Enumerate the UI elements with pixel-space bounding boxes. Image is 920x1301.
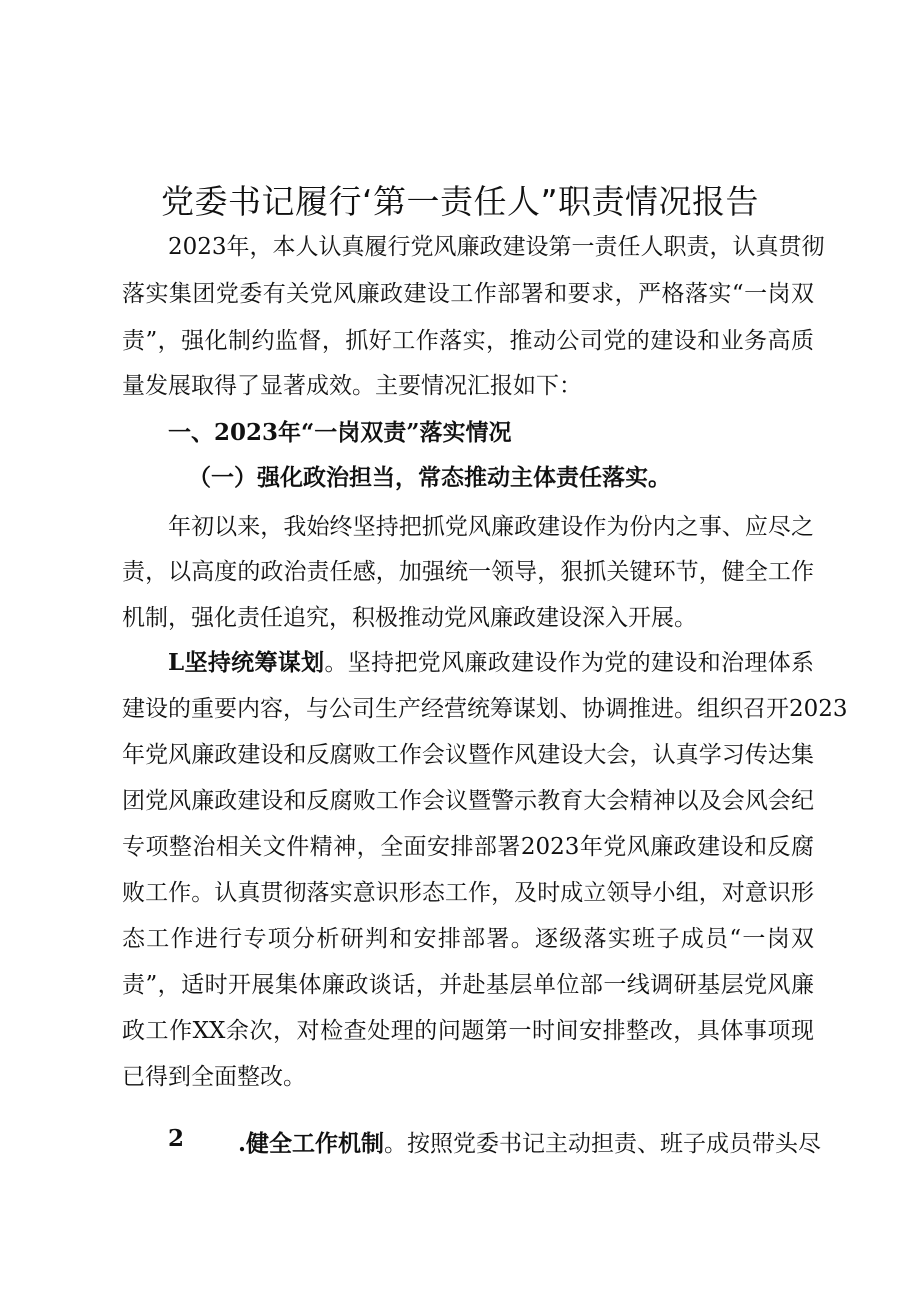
paragraph-line: 年初以来，我始终坚持把抓党风廉政建设作为份内之事、应尽之 [168, 514, 814, 540]
item1-line: 已得到全面整改。 [122, 1064, 306, 1090]
intro-line: 责”，强化制约监督，抓好工作落实，推动公司党的建设和业务高质 [122, 328, 814, 354]
paragraph-line: 责，以高度的政治责任感，加强统一领导，狠抓关键环节，健全工作 [122, 559, 814, 585]
item2-number: 2 [168, 1125, 185, 1152]
document-title: 党委书记履行‘第一责任人”职责情况报告 [160, 182, 760, 221]
subsection-heading: （一）强化政治担当，常态推动主体责任落实。 [188, 464, 671, 491]
intro-line: 量发展取得了显著成效。主要情况汇报如下： [122, 373, 582, 399]
item1-first-line-rest: 。坚持把党风廉政建设作为党的建设和治理体系 [324, 650, 815, 676]
item2-first-line [238, 1125, 822, 1158]
item1-line: 建设的重要内容，与公司生产经营统筹谋划、协调推进。组织召开2023 [122, 696, 848, 722]
item1-line: 专项整治相关文件精神，全面安排部署2023年党风廉政建设和反腐 [122, 834, 814, 860]
item1-first-line [168, 648, 814, 678]
intro-line: 2023年，本人认真履行党风廉政建设第一责任人职责，认真贯彻 [168, 234, 825, 260]
item1-line: 政工作XX余次，对检查处理的问题第一时间安排整改，具体事项现 [122, 1018, 814, 1044]
item2-lead: .健全工作机制 [238, 1130, 385, 1157]
item1-line: 团党风廉政建设和反腐败工作会议暨警示教育大会精神以及会风会纪 [122, 788, 814, 814]
section-heading: 一、2023年“一岗双责”落实情况 [168, 419, 512, 446]
item1-line: 态工作进行专项分析研判和安排部署。逐级落实班子成员“一岗双 [122, 926, 814, 952]
item2-rest: 。按照党委书记主动担责、班子成员带头尽 [384, 1131, 822, 1157]
intro-line: 落实集团党委有关党风廉政建设工作部署和要求，严格落实“一岗双 [122, 281, 814, 307]
item1-line: 败工作。认真贯彻落实意识形态工作，及时成立领导小组，对意识形 [122, 880, 814, 906]
item1-lead: L坚持统筹谋划 [168, 649, 325, 676]
item1-line: 年党风廉政建设和反腐败工作会议暨作风建设大会，认真学习传达集 [122, 742, 814, 768]
paragraph-line: 机制，强化责任追究，积极推动党风廉政建设深入开展。 [122, 605, 697, 631]
item1-line: 责”，适时开展集体廉政谈话，并赴基层单位部一线调研基层党风廉 [122, 972, 814, 998]
